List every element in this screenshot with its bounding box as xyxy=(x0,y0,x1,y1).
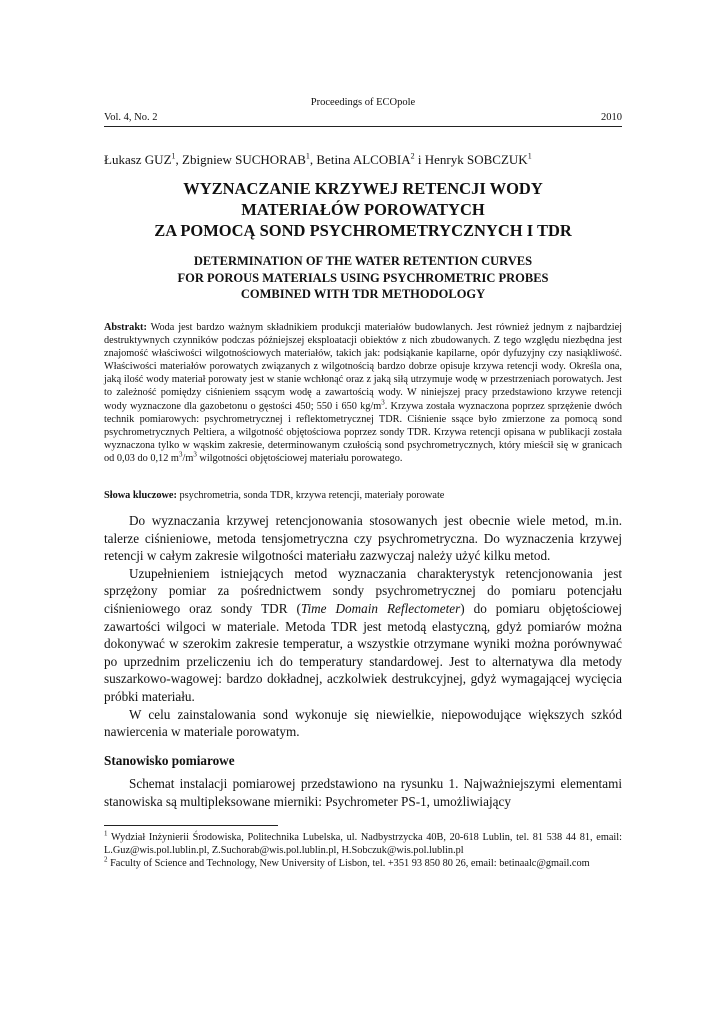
keywords-label: Słowa kluczowe: xyxy=(104,490,177,501)
volume-line xyxy=(104,112,622,123)
header-rule xyxy=(104,126,622,127)
footnote-rule xyxy=(104,825,278,826)
author-name: Henryk SOBCZUK xyxy=(424,152,528,167)
author-affiliation-mark: 2 xyxy=(410,151,415,161)
author-name: Betina ALCOBIA xyxy=(316,152,411,167)
author-affiliation-mark: 1 xyxy=(305,151,310,161)
title-line: MATERIAŁÓW POROWATYCH xyxy=(241,200,485,219)
paragraph: W celu zainstalowania sond wykonuje się niewielkie, niepowodujące większych szkód nawiercenia w materiale porowatym. xyxy=(104,706,622,740)
section-text xyxy=(104,775,622,810)
title-line: FOR POROUS MATERIALS USING PSYCHROMETRIC PROBES xyxy=(177,270,549,285)
keywords: Słowa kluczowe: psychrometria, sonda TDR, krzywa retencji, materiały porowate xyxy=(104,490,445,501)
paragraph: Uzupełnieniem istniejących metod wyznaczania charakterystyk retencjonowania jest sprzężony pomiar za pośrednictwem sondy psychrometrycznej do pomiaru potencjału ciśnieniowego oraz sondy TDR (Time Domain Reflectometer) do pomiaru objętościowej zawartości wilgoci w materiale. Metoda TDR jest metodą elastyczną, gdyż pomiarów można dokonywać w szerokim zakresie temperatur, a wszystkie otrzymane wyniki można porównywać po uprzednim przeliczeniu ich do temperatury standardowej. Jest to alternatywa dla metody suszarkowo-wagowej: bardzo dokładnej, aczkolwiek destrukcyjnej, gdyż wymagającej wycięcia próbki materiału. xyxy=(104,565,622,704)
author-list: Łukasz GUZ$^1$, Zbigniew SUCHORAB$^1$, Betina ALCOBIA$^2$ i Henryk SOBCZUK$^1$ xyxy=(104,151,532,167)
paragraph: Schemat instalacji pomiarowej przedstawiono na rysunku 1. Najważniejszymi elementami stanowiska są multipleksowane mierniki: Psychrometer PS-1, umożliwiający xyxy=(104,776,622,809)
author-name: Łukasz GUZ xyxy=(104,152,172,167)
paragraph: Do wyznaczania krzywej retencjonowania stosowanych jest obecnie wiele metod, m.in. talerze ciśnieniowe, metoda tensjometryczna czy psychrometryczna. Do wyznaczenia krzywej retencji w całym zakresie wilgotności materiału zazwyczaj należy użyć kilku metod. xyxy=(104,513,622,564)
title-line: DETERMINATION OF THE WATER RETENTION CURVES xyxy=(193,254,533,268)
paper-title-polish xyxy=(104,178,622,241)
author-affiliation-mark: 1 xyxy=(527,151,532,161)
title-line: WYZNACZANIE KRZYWEJ RETENCJI WODY xyxy=(183,179,543,198)
introduction-text xyxy=(104,512,622,741)
author-name: Zbigniew SUCHORAB xyxy=(182,152,306,167)
footnote: $^2$ Faculty of Science and Technology, New University of Lisbon, tel. +351 93 850 80 26, email: betinaalc@gmail.com xyxy=(104,855,590,869)
title-line: COMBINED WITH TDR METHODOLOGY xyxy=(240,287,486,301)
volume-number: Vol. 4, No. 2 xyxy=(104,112,158,123)
footnote: $^1$ Wydział Inżynierii Środowiska, Politechnika Lubelska, ul. Nadbystrzycka 40B, 20-618 Lublin, tel. 81 538 44 81, email: L.Guz@wis.pol.lublin.pl, Z.Suchorab@wis.pol.lublin.pl, H.Sobczuk@wis.pol.lublin.pl xyxy=(104,829,622,856)
publication-year: 2010 xyxy=(601,112,622,123)
abstract: Abstrakt: Woda jest bardzo ważnym składnikiem produkcji materiałów budowlanych. Jest również jednym z najbardziej destruktywnych czynników podczas późniejszej eksploatacji obiektów z nich zbudowanych. Z tego względu niezbędna jest znajomość właściwości wilgotnościowych materiałów, takich jak: podsiąkanie kapilarne, opór dyfuzyjny czy nasiąkliwość. Właściwości materiałów porowatych związanych z wilgotnością bardzo dobrze opisuje krzywa retencji wody. Określa ona, jaką ilość wody materiał porowaty jest w stanie wchłonąć oraz z jaką siłą utrzymuje wodę w przestrzeniach porowatych. Jest to zależność pomiędzy ciśnieniem ssącym wodę a zawartością wody. W niniejszej pracy przedstawiono krzywe retencji wody wyznaczone dla gazobetonu o gęstości 450; 550 i 650 $kg/m^3$. Krzywa została wyznaczona poprzez sprzężenie dwóch technik pomiarowych: psychrometrycznej i reflektometrycznej TDR. Ciśnienie ssące było zmierzone za pomocą sond psychrometrycznych Peltiera, a wilgotność objętościowa poprzez sondy TDR. Krzywa retencji opisana w publikacji została wyznaczona tylko w wąskim zakresie, determinowanym czułością sond psychrometrycznych, który mieścił się w granicach od 0,03 do 0,12 $m^3/m^3$ wilgotności objętościowej materiału porowatego. xyxy=(104,322,623,464)
paper-title-english xyxy=(104,253,622,303)
footnotes xyxy=(104,831,622,870)
title-line: ZA POMOCĄ SOND PSYCHROMETRYCZNYCH I TDR xyxy=(154,221,572,240)
abstract-label: Abstrakt: xyxy=(104,322,147,333)
running-title: Proceedings of ECOpole xyxy=(310,97,416,108)
author-affiliation-mark: 1 xyxy=(171,151,176,161)
section-heading: Stanowisko pomiarowe xyxy=(104,753,235,768)
